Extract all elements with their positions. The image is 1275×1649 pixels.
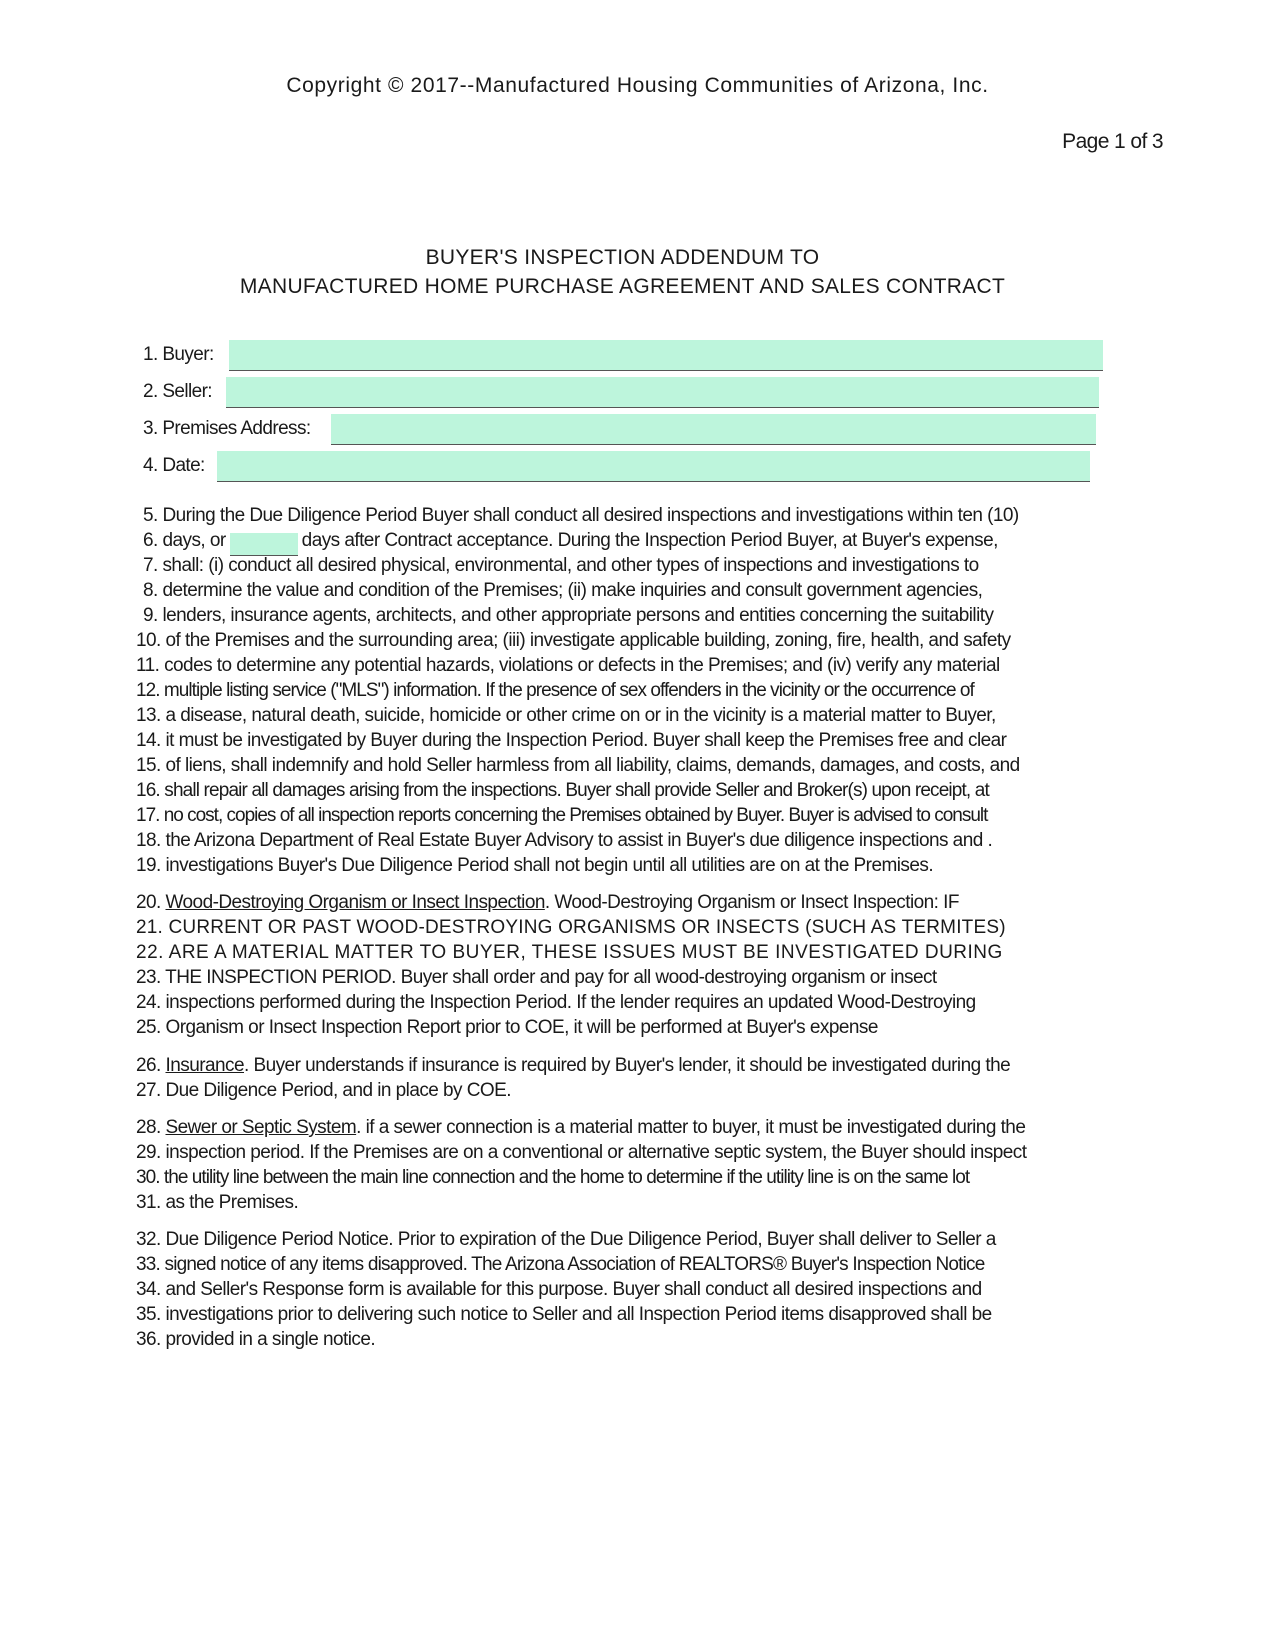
line-15: 15. of liens, shall indemnify and hold Seller harmless from all liability, claims, demands, damages, and costs, and bbox=[136, 755, 1020, 776]
line-16: 16. shall repair all damages arising from the inspections. Buyer shall provide Seller and Broker(s) upon receipt, at bbox=[136, 780, 989, 801]
premises-address-label: 3. Premises Address: bbox=[143, 418, 311, 439]
line-13: 13. a disease, natural death, suicide, homicide or other crime on or in the vicinity is a material matter to Buyer, bbox=[136, 705, 996, 726]
date-label: 4. Date: bbox=[143, 455, 205, 476]
line-6 bbox=[143, 528, 998, 554]
line-26-text: . Buyer understands if insurance is required by Buyer's lender, it should be investigated during the bbox=[244, 1055, 1011, 1076]
document-title-line-2: MANUFACTURED HOME PURCHASE AGREEMENT AND SALES CONTRACT bbox=[239, 275, 1006, 298]
line-20-text: . Wood-Destroying Organism or Insect Inspection: IF bbox=[544, 892, 959, 913]
line-27: 27. Due Diligence Period, and in place by COE. bbox=[136, 1080, 511, 1101]
line-36: 36. provided in a single notice. bbox=[136, 1329, 376, 1350]
premises-address-field[interactable] bbox=[331, 414, 1096, 445]
line-35: 35. investigations prior to delivering such notice to Seller and all Inspection Period items disapproved shall be bbox=[136, 1304, 992, 1325]
date-field[interactable] bbox=[217, 451, 1090, 482]
buyer-label: 1. Buyer: bbox=[143, 344, 214, 365]
line-5: 5. During the Due Diligence Period Buyer shall conduct all desired inspections and investigations within ten (10) bbox=[143, 505, 1019, 526]
line-18: 18. the Arizona Department of Real Estate Buyer Advisory to assist in Buyer's due diligence inspections and . bbox=[136, 830, 993, 851]
line-14: 14. it must be investigated by Buyer during the Inspection Period. Buyer shall keep the Premises free and clear bbox=[136, 730, 1007, 751]
copyright-notice: Copyright © 2017--Manufactured Housing Communities of Arizona, Inc. bbox=[286, 74, 989, 97]
sewer-septic-heading: Sewer or Septic System bbox=[165, 1117, 357, 1138]
line-24: 24. inspections performed during the Inspection Period. If the lender requires an updated Wood-Destroying bbox=[136, 992, 976, 1013]
line-11: 11. codes to determine any potential hazards, violations or defects in the Premises; and (iv) verify any material bbox=[136, 655, 1000, 676]
line-20 bbox=[136, 890, 959, 916]
line-21: 21. CURRENT OR PAST WOOD-DESTROYING ORGANISMS OR INSECTS (SUCH AS TERMITES) bbox=[136, 917, 1006, 938]
line-6-end: days after Contract acceptance. During the Inspection Period Buyer, at Buyer's expense, bbox=[301, 530, 998, 551]
wood-destroying-heading: Wood-Destroying Organism or Insect Inspection bbox=[165, 892, 545, 913]
seller-field[interactable] bbox=[226, 377, 1099, 408]
line-20-number: 20. bbox=[136, 892, 161, 913]
line-34: 34. and Seller's Response form is available for this purpose. Buyer shall conduct all desired inspections and bbox=[136, 1279, 982, 1300]
line-8: 8. determine the value and condition of the Premises; (ii) make inquiries and consult government agencies, bbox=[143, 580, 983, 601]
seller-label: 2. Seller: bbox=[143, 381, 212, 402]
line-19: 19. investigations Buyer's Due Diligence Period shall not begin until all utilities are on at the Premises. bbox=[136, 855, 934, 876]
line-22: 22. ARE A MATERIAL MATTER TO BUYER, THESE ISSUES MUST BE INVESTIGATED DURING bbox=[136, 942, 1003, 963]
line-29: 29. inspection period. If the Premises are on a conventional or alternative septic system, the Buyer should inspect bbox=[136, 1142, 1027, 1163]
line-23: 23. THE INSPECTION PERIOD. Buyer shall order and pay for all wood-destroying organism or insect bbox=[136, 967, 937, 988]
line-10: 10. of the Premises and the surrounding area; (iii) investigate applicable building, zoning, fire, health, and safety bbox=[136, 630, 1011, 651]
line-28 bbox=[136, 1115, 1025, 1141]
line-32: 32. Due Diligence Period Notice. Prior to expiration of the Due Diligence Period, Buyer shall deliver to Seller a bbox=[136, 1229, 996, 1250]
page-number: Page 1 of 3 bbox=[1062, 130, 1163, 153]
line-33: 33. signed notice of any items disapproved. The Arizona Association of REALTORS® Buyer's Inspection Notice bbox=[136, 1254, 985, 1275]
line-26 bbox=[136, 1053, 1010, 1079]
line-30: 30. the utility line between the main line connection and the home to determine if the utility line is on the same lot bbox=[136, 1167, 970, 1188]
line-17: 17. no cost, copies of all inspection reports concerning the Premises obtained by Buyer. Buyer is advised to consult bbox=[136, 805, 988, 826]
document-title-line-1: BUYER'S INSPECTION ADDENDUM TO bbox=[425, 246, 820, 269]
line-31: 31. as the Premises. bbox=[136, 1192, 299, 1213]
line-28-number: 28. bbox=[136, 1117, 161, 1138]
insurance-heading: Insurance bbox=[165, 1055, 244, 1076]
line-7: 7. shall: (i) conduct all desired physical, environmental, and other types of inspections and investigations to bbox=[143, 555, 979, 576]
line-28-text: . if a sewer connection is a material matter to buyer, it must be investigated during the bbox=[356, 1117, 1026, 1138]
buyer-field[interactable] bbox=[229, 340, 1103, 371]
line-6-start: 6. days, or bbox=[143, 530, 226, 551]
line-12: 12. multiple listing service ("MLS") information. If the presence of sex offenders in the vicinity or the occurrence of bbox=[136, 680, 974, 701]
line-26-number: 26. bbox=[136, 1055, 161, 1076]
line-25: 25. Organism or Insect Inspection Report prior to COE, it will be performed at Buyer's expense bbox=[136, 1017, 878, 1038]
line-9: 9. lenders, insurance agents, architects, and other appropriate persons and entities concerning the suitability bbox=[143, 605, 994, 626]
